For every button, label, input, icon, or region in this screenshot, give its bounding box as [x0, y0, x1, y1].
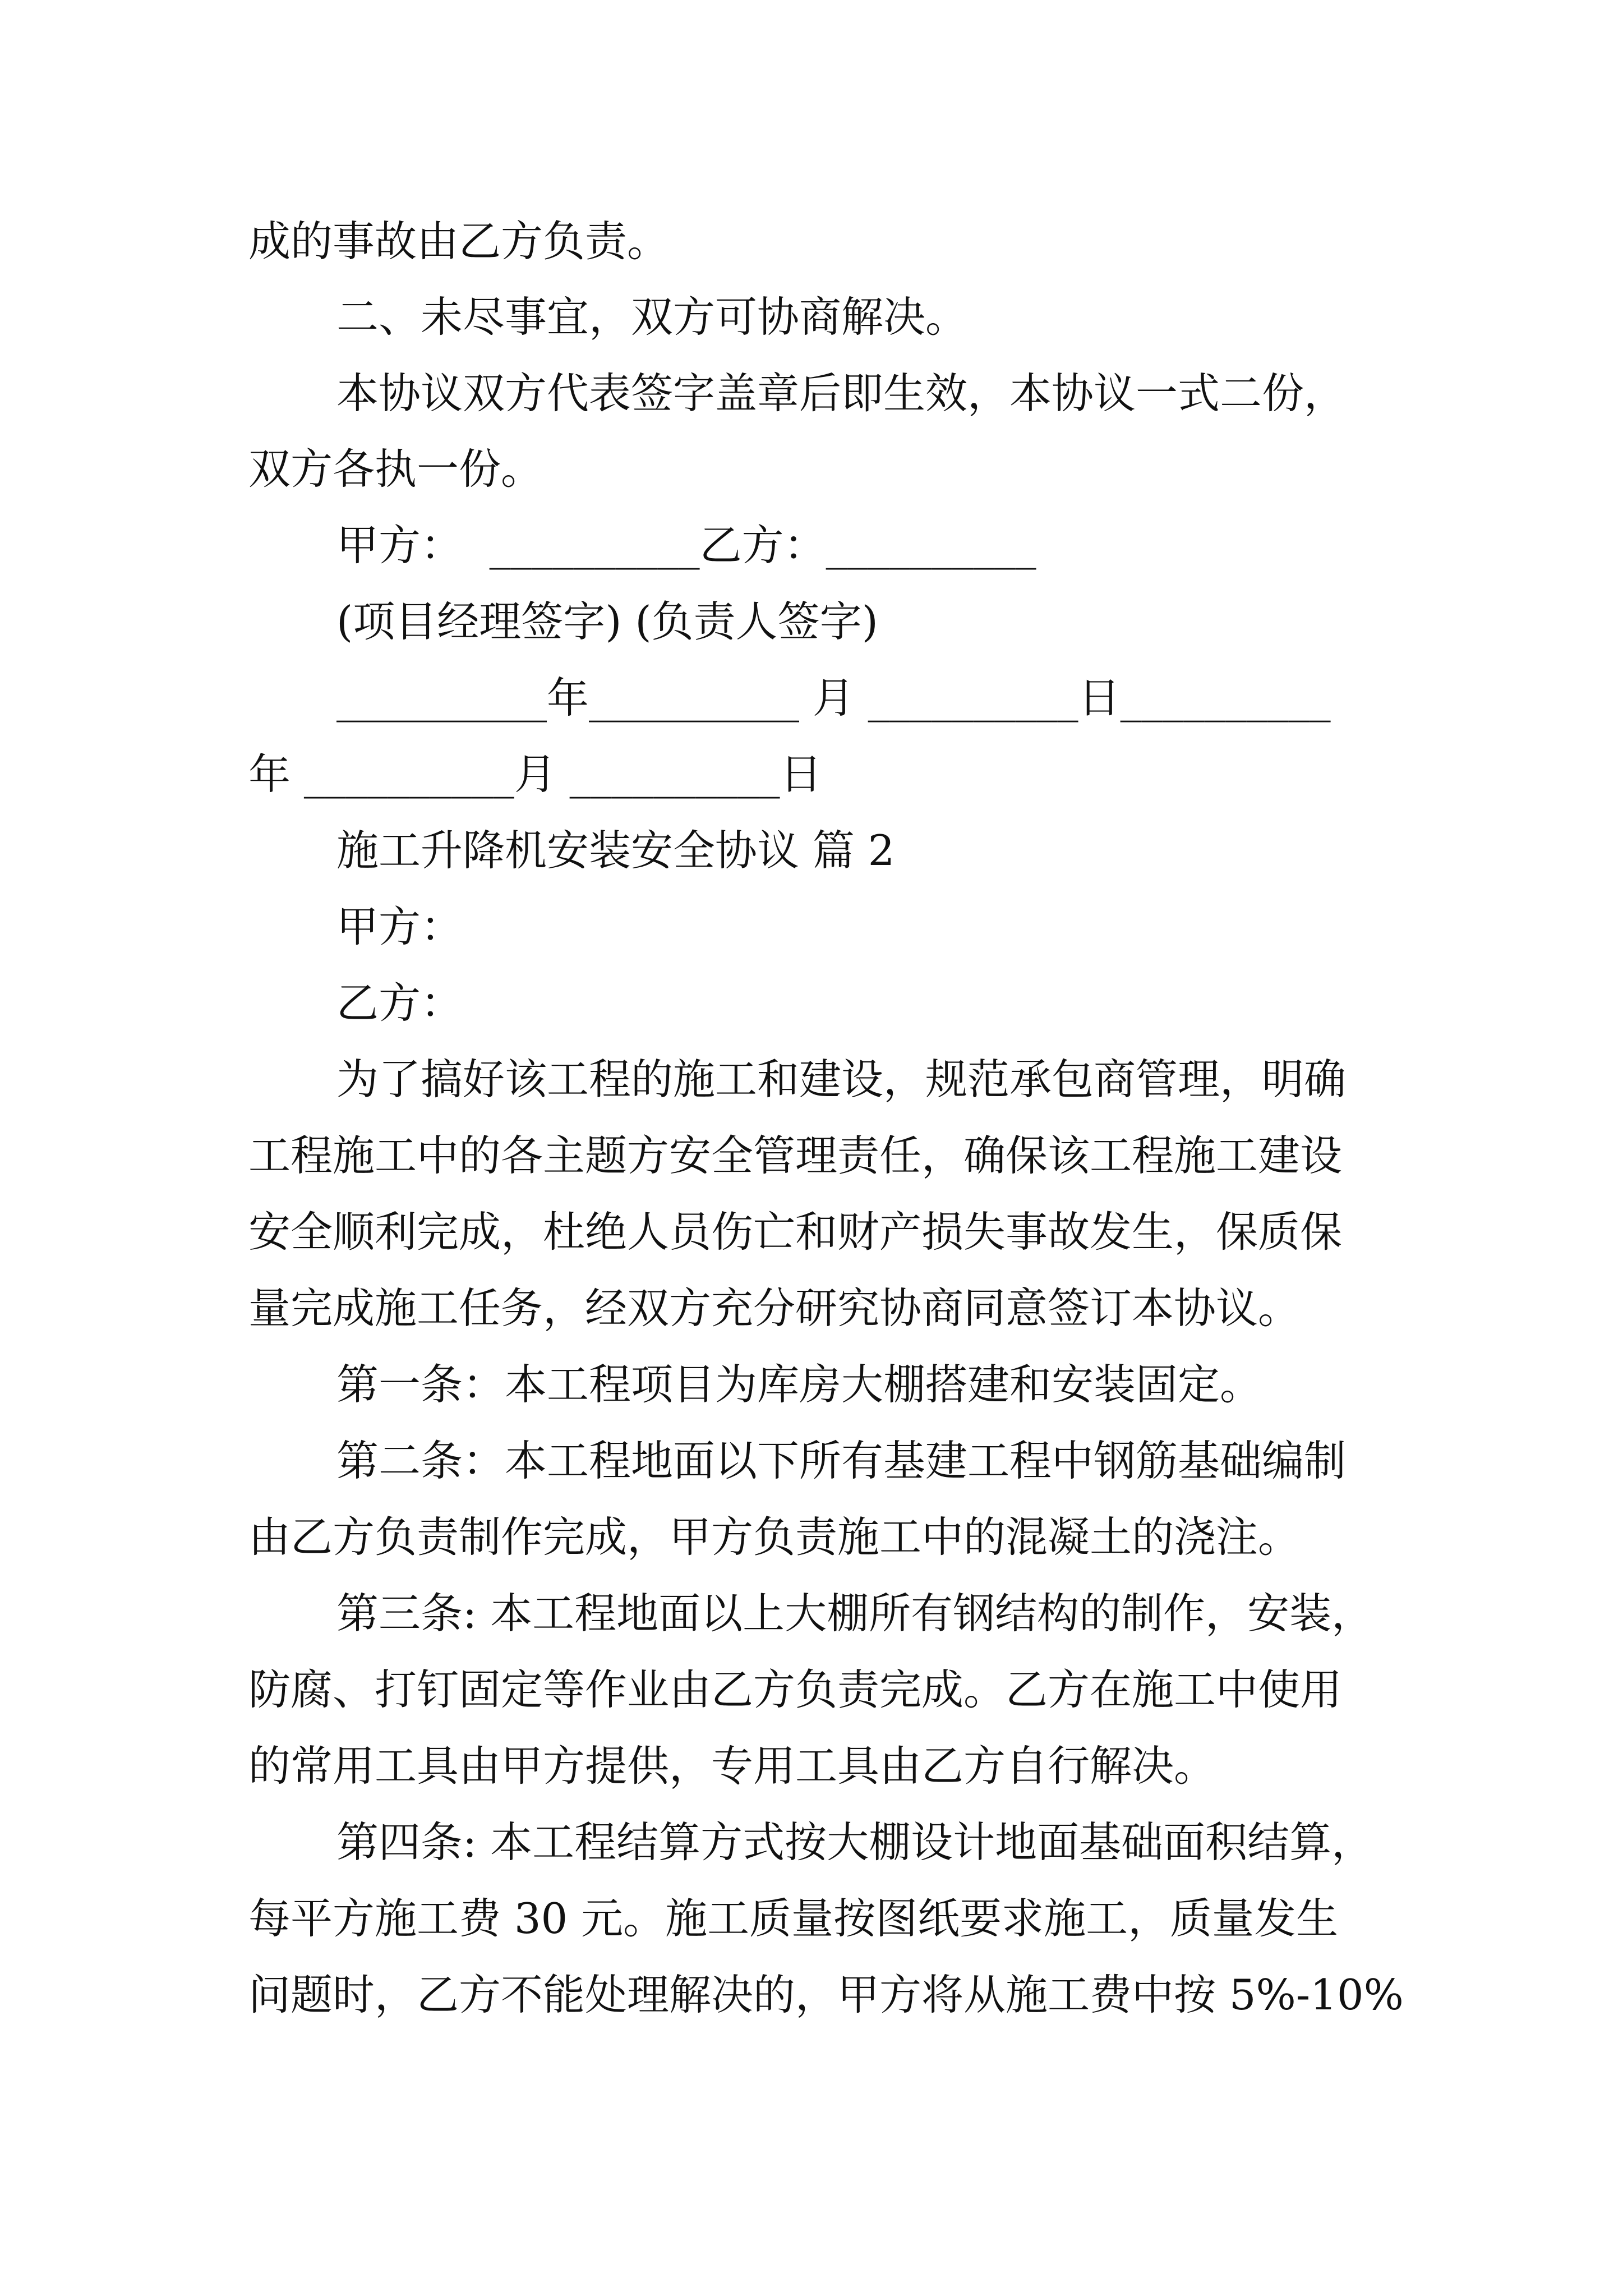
signature-line: 甲方： __________乙方：__________: [336, 521, 1036, 570]
text-line: 甲方：: [336, 902, 463, 951]
section-heading: 施工升降机安装安全协议 篇 2: [336, 826, 895, 875]
text-line: 每平方施工费 30 元。施工质量按图纸要求施工，质量发生: [248, 1894, 1339, 1943]
text-line: 本协议双方代表签字盖章后即生效，本协议一式二份，: [336, 369, 1347, 418]
text-line: 双方各执一份。: [248, 444, 543, 494]
clause-line: 第四条: 本工程结算方式按大棚设计地面基础面积结算，: [336, 1818, 1374, 1867]
date-line: 年 __________月 __________日: [248, 749, 822, 799]
text-line: (项目经理签字) (负责人签字): [336, 597, 878, 646]
text-line: 为了搞好该工程的施工和建设，规范承包商管理，明确: [336, 1055, 1347, 1104]
text-line: 量完成施工任务，经双方充分研究协商同意签订本协议。: [248, 1283, 1301, 1333]
text-line: 乙方：: [336, 978, 463, 1028]
clause-line: 第三条: 本工程地面以上大棚所有钢结构的制作，安装，: [336, 1589, 1374, 1638]
text-line: 的常用工具由甲方提供，专用工具由乙方自行解决。: [248, 1741, 1216, 1791]
text-line: 安全顺利完成，杜绝人员伤亡和财产损失事故发生，保质保: [248, 1207, 1343, 1257]
text-line: 成的事故由乙方负责。: [248, 217, 670, 266]
date-line: __________年__________ 月 __________日__________: [336, 673, 1331, 723]
clause-line: 第一条：本工程项目为库房大棚搭建和安装固定。: [336, 1360, 1262, 1409]
text-line: 工程施工中的各主题方安全管理责任，确保该工程施工建设: [248, 1131, 1343, 1180]
clause-line: 第二条：本工程地面以下所有基建工程中钢筋基础编制: [336, 1436, 1347, 1485]
text-line: 防腐、打钉固定等作业由乙方负责完成。乙方在施工中使用: [248, 1665, 1343, 1714]
text-line: 问题时，乙方不能处理解决的，甲方将从施工费中按 5%-10%: [248, 1970, 1404, 2019]
text-line: 二、未尽事宜，双方可协商解决。: [336, 292, 968, 342]
text-line: 由乙方负责制作完成，甲方负责施工中的混凝土的浇注。: [248, 1512, 1301, 1562]
